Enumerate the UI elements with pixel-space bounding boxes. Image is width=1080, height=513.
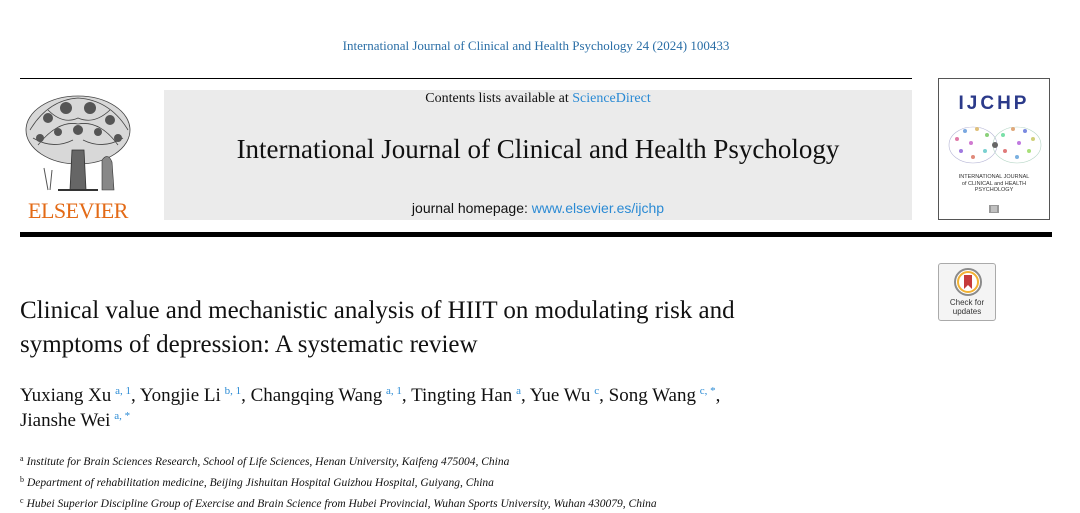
check-for-updates-label: [939, 298, 995, 316]
author-affil-sup[interactable]: b, 1: [224, 385, 242, 397]
author-name[interactable]: Changqing Wang: [250, 385, 383, 406]
journal-masthead: [164, 90, 912, 220]
affiliation-text: Hubei Superior Discipline Group of Exercise and Brain Science from Hubei Provincial, Wuhan Sports University, Wuhan 430079, China: [26, 498, 657, 510]
author-name[interactable]: Yue Wu: [529, 385, 591, 406]
article-title: [20, 294, 920, 362]
author-name[interactable]: Tingting Han: [411, 385, 513, 406]
author-list: Yuxiang Xu $^{a, 1}$, Yongjie Li $^{b, 1}$, Changqing Wang $^{a, 1}$, Tingting Han $^a$, Yue Wu $^c$, Song Wang $^{c, *}$, Jianshe Wei $^{a, *}$: [20, 385, 721, 431]
masthead-rule: [20, 232, 1052, 237]
publisher-mark-icon: [988, 204, 1000, 214]
author-name[interactable]: Jianshe Wei: [20, 410, 111, 431]
cover-subtitle-line: of CLINICAL and HEALTH: [961, 180, 1027, 187]
author-affil-sup[interactable]: a: [516, 385, 521, 397]
bookmark-update-icon: [954, 268, 982, 298]
author-affil-sup[interactable]: c: [594, 385, 600, 397]
cover-subtitle-line: PSYCHOLOGY: [974, 187, 1014, 193]
affiliation-item: [20, 471, 920, 492]
author-affil-sup[interactable]: a, 1: [115, 385, 132, 397]
header-rule: [20, 78, 912, 79]
cover-title: IJCHP: [958, 93, 1030, 114]
affiliation-label: b: [20, 475, 24, 484]
affiliation-item: [20, 492, 920, 513]
article-title-line-1: Clinical value and mechanistic analysis of HIIT on modulating risk and: [20, 297, 735, 324]
contents-line: [164, 91, 912, 107]
check-for-updates-button[interactable]: [938, 263, 996, 321]
article-title-line-2: symptoms of depression: A systematic review: [20, 331, 478, 358]
check-line-2: updates: [952, 307, 982, 316]
homepage-prefix: journal homepage:: [411, 200, 532, 216]
journal-homepage-link[interactable]: www.elsevier.es/ijchp: [531, 200, 665, 216]
affiliation-item: [20, 450, 920, 471]
cover-subtitle: [945, 174, 1043, 194]
author-affil-sup[interactable]: a, *: [114, 410, 131, 422]
homepage-line: [164, 200, 912, 216]
publisher-name: ELSEVIER: [28, 198, 128, 223]
publisher-logo[interactable]: [18, 90, 138, 222]
contents-prefix: Contents lists available at: [425, 91, 573, 106]
author-affil-sup[interactable]: c, *: [699, 385, 716, 397]
check-line-1: Check for: [949, 298, 985, 307]
affiliation-list: [20, 450, 920, 513]
journal-title: International Journal of Clinical and Health Psychology: [236, 134, 840, 164]
running-head[interactable]: International Journal of Clinical and Health Psychology 24 (2024) 100433: [342, 38, 730, 53]
affiliation-label: c: [20, 496, 24, 505]
sciencedirect-link[interactable]: ScienceDirect: [572, 91, 651, 106]
author-name[interactable]: Yongjie Li: [139, 385, 221, 406]
cover-subtitle-line: INTERNATIONAL JOURNAL: [958, 174, 1030, 180]
author-affil-sup[interactable]: a, 1: [386, 385, 402, 397]
elsevier-tree-icon: [18, 90, 138, 198]
affiliation-text: Department of rehabilitation medicine, Beijing Jishuitan Hospital Guizhou Hospital, Guiyang, China: [27, 477, 494, 489]
affiliation-text: Institute for Brain Sciences Research, School of Life Sciences, Henan University, Kaifeng 475004, China: [26, 456, 510, 468]
author-name[interactable]: Yuxiang Xu: [20, 385, 112, 406]
journal-cover[interactable]: [938, 78, 1050, 220]
author-name[interactable]: Song Wang: [608, 385, 696, 406]
affiliation-label: a: [20, 454, 24, 463]
brain-network-icon: [943, 119, 1047, 171]
